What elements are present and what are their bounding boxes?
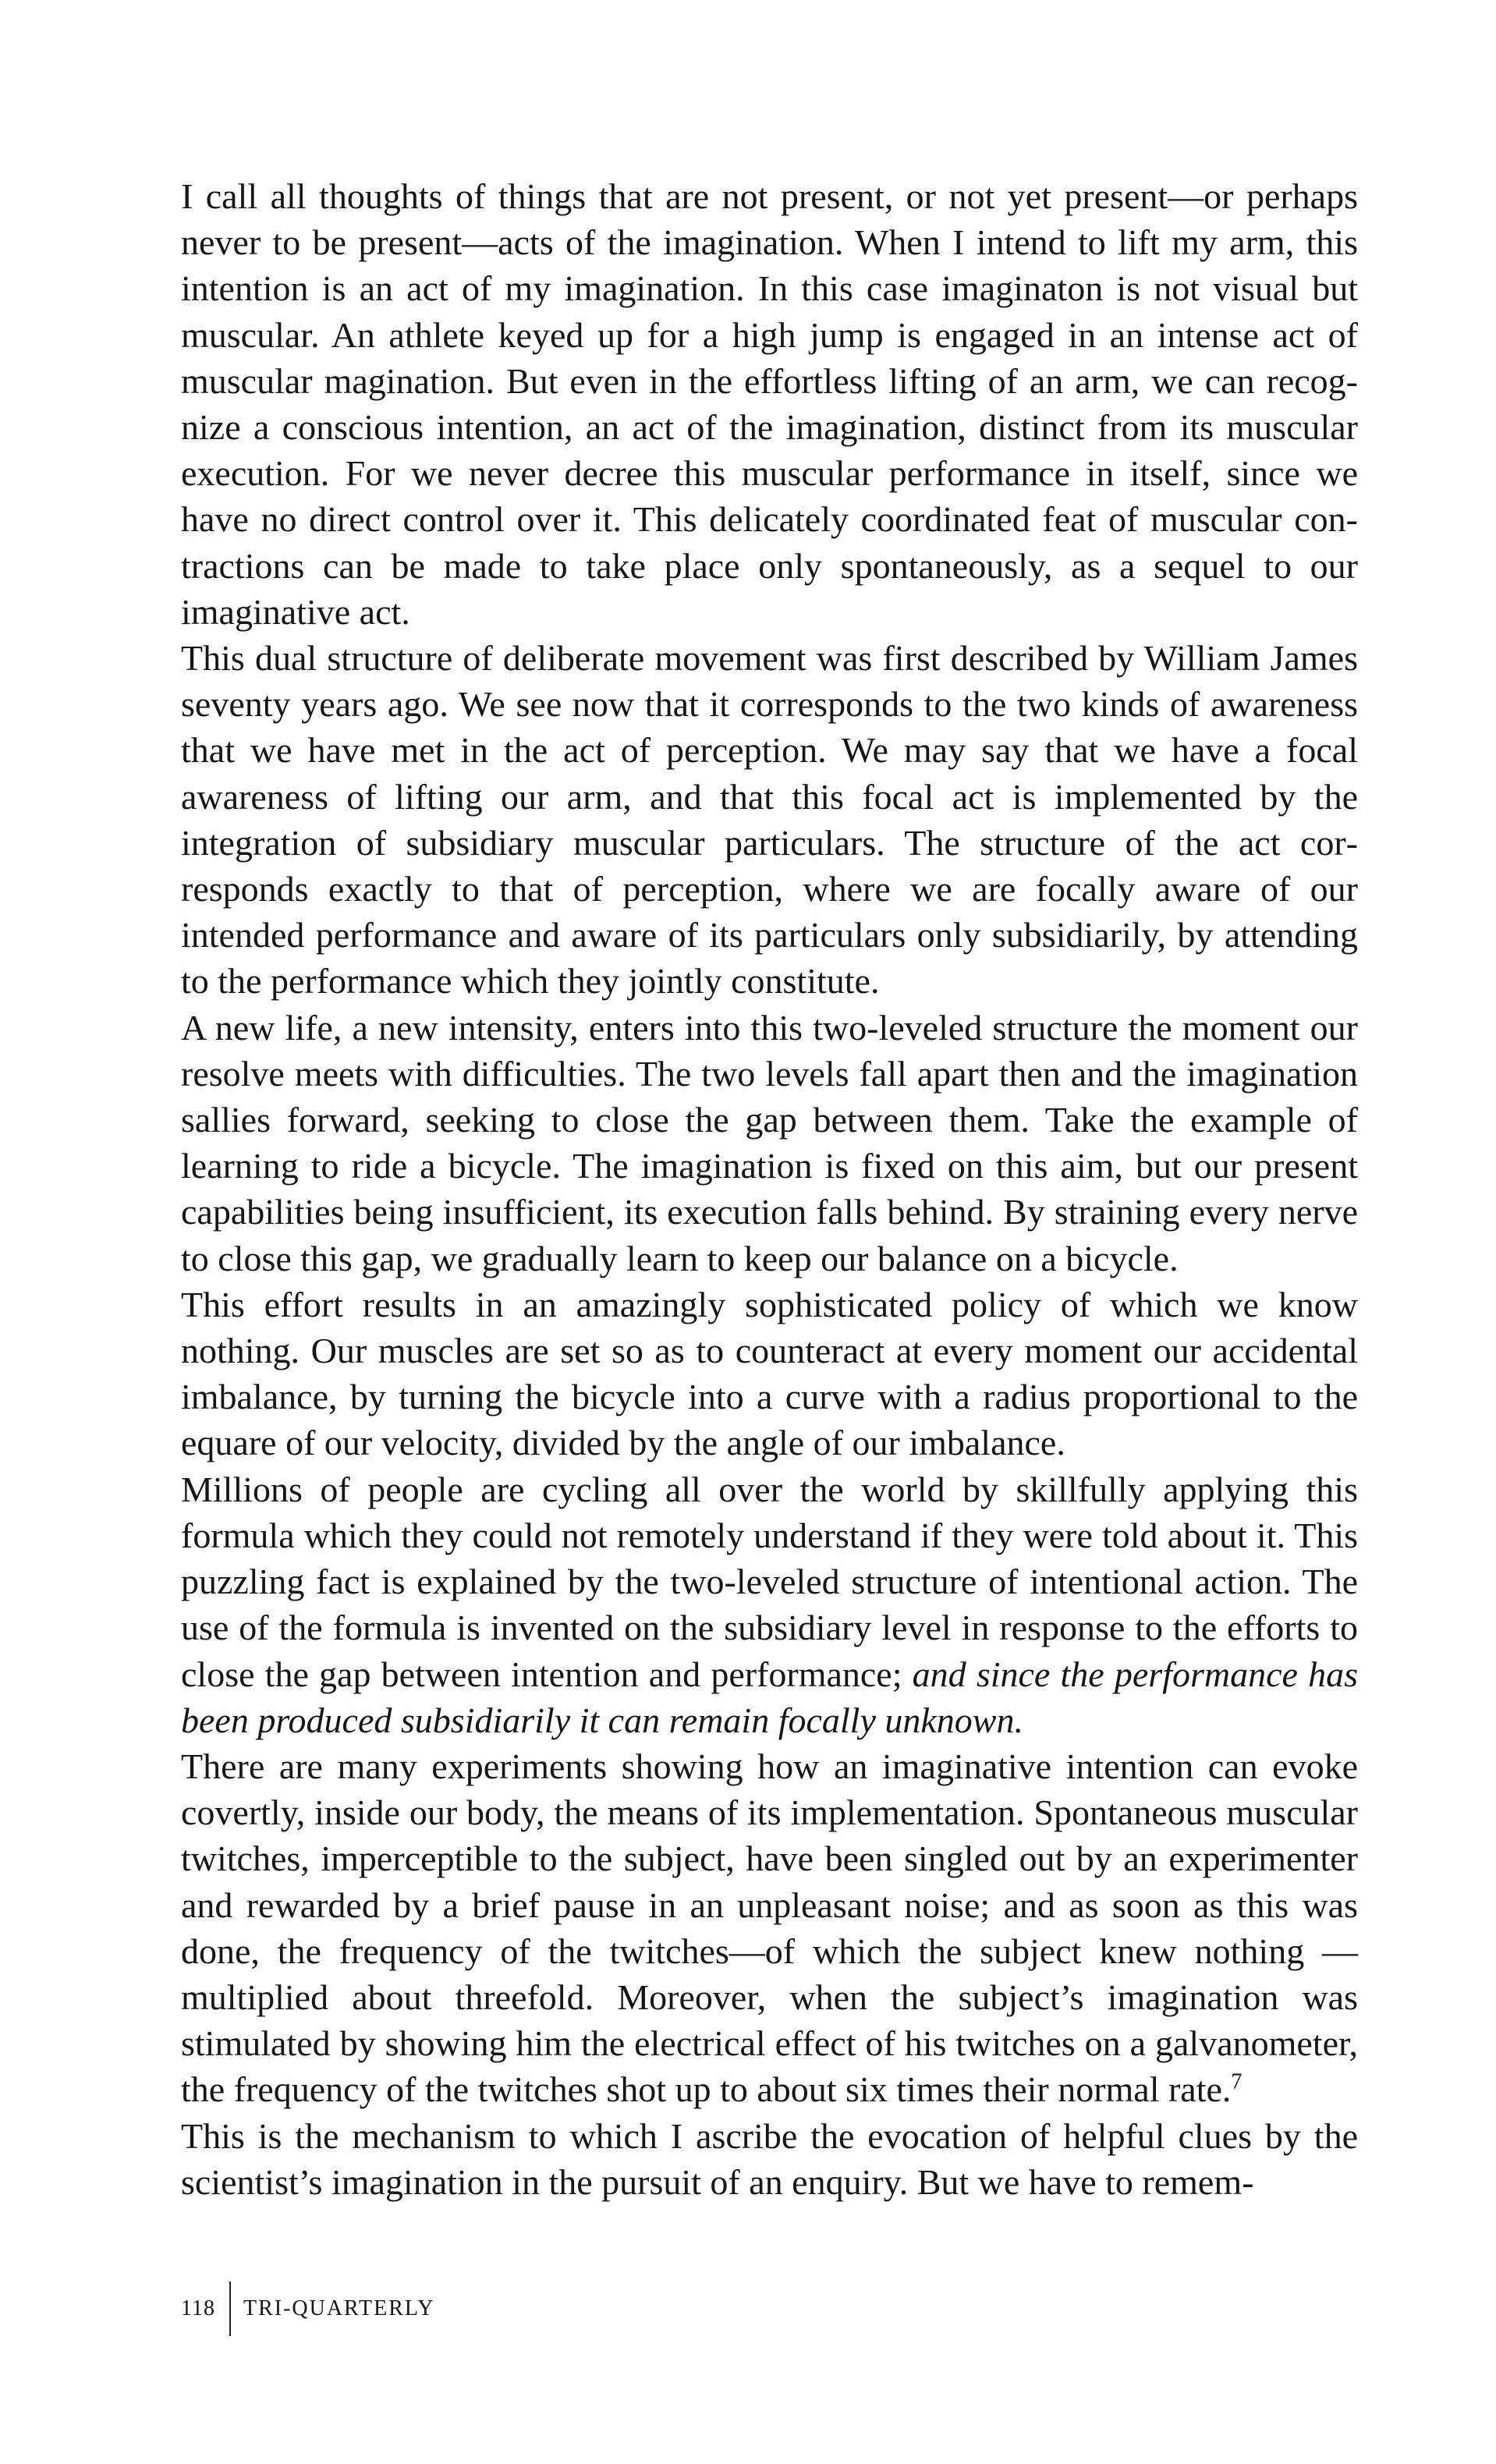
footnote-reference: 7 — [1231, 2070, 1243, 2094]
footer-divider — [229, 2281, 231, 2336]
paragraph-5-text: Millions of people are cycling all over the world by skillfully applying this formula which they could not remotely understand if they were told about it. This puzzling fact is explained by the two-leveled structure of intentional action. The use of the formula is invented on the subsidiary level in response to the efforts to close the gap between intention and performance; — [181, 1469, 1358, 1694]
paragraph-6-text: There are many experiments showing how an imaginative intention can evoke covertly, inside our body, the means of its implementation. Spontaneous muscular twitches, imperceptible to the subject, have been singled out by an experimenter and rewarded by a brief pause in an unpleasant noise; and as soon as this was done, the frequency of the twitches—of which the subject knew nothing — multiplied about threefold. Moreover, when the subject’s imagination was stimulated by showing him the electrical effect of his twitches on a galvanometer, the frequency of the twitches shot up to about six times their normal rate. — [181, 1746, 1358, 2110]
page-number: 118 — [181, 2296, 215, 2320]
running-title: TRI-QUARTERLY — [243, 2296, 435, 2320]
paragraph-5 — [181, 1466, 1358, 1743]
body-text — [181, 173, 1358, 2205]
paragraph-4: This effort results in an amazingly sophisticated policy of which we know nothing. Our muscles are set so as to counteract at every moment our accidental imbalance, by turning the bicycle into a curve with a radius proportional to the equare of our velocity, divided by the angle of our imbalance. — [181, 1284, 1358, 1463]
page-footer — [181, 2285, 434, 2332]
paragraph-1: I call all thoughts of things that are not present, or not yet present—or perhaps never to be present—acts of the imagination. When I intend to lift my arm, this intention is an act of my imagination. In this case imaginaton is not visual but muscular. An athlete keyed up for a high jump is engaged in an intense act of muscular magination. But even in the effortless lifting of an arm, we can recognize a conscious intention, an act of the imagination, distinct from its muscular execution. For we never decree this muscular performance in itself, since we have no direct control over it. This delicately coordinated feat of muscular contractions can be made to take place only spontaneously, as a sequel to our imaginative act. — [181, 176, 1358, 632]
paragraph-6 — [181, 1743, 1358, 2113]
paragraph-5-italic-text: and since the performance has been produced subsidiarily it can remain focally unknown. — [181, 1654, 1358, 1740]
paragraph-7: This is the mechanism to which I ascribe the evocation of helpful clues by the scientist’s imagination in the pursuit of an enquiry. But we have to remem- — [181, 2115, 1358, 2202]
paragraph-3: A new life, a new intensity, enters into this two-leveled structure the moment our resolve meets with difficulties. The two levels fall apart then and the imagination sallies forward, seeking to close the gap between them. Take the example of learning to ride a bicycle. The imagination is fixed on this aim, but our present capabilities being insufficient, its execution falls behind. By straining every nerve to close this gap, we gradually learn to keep our balance on a bicycle. — [181, 1007, 1358, 1278]
paragraph-2: This dual structure of deliberate movement was first described by William James seventy years ago. We see now that it corresponds to the two kinds of awareness that we have met in the act of perception. We may say that we have a focal awareness of lifting our arm, and that this focal act is implemented by the integration of subsidiary muscular particulars. The structure of the act corresponds exactly to that of perception, where we are focally aware of our intended performance and aware of its particulars only subsidiarily, by attending to the performance which they jointly constitute. — [181, 638, 1358, 1002]
